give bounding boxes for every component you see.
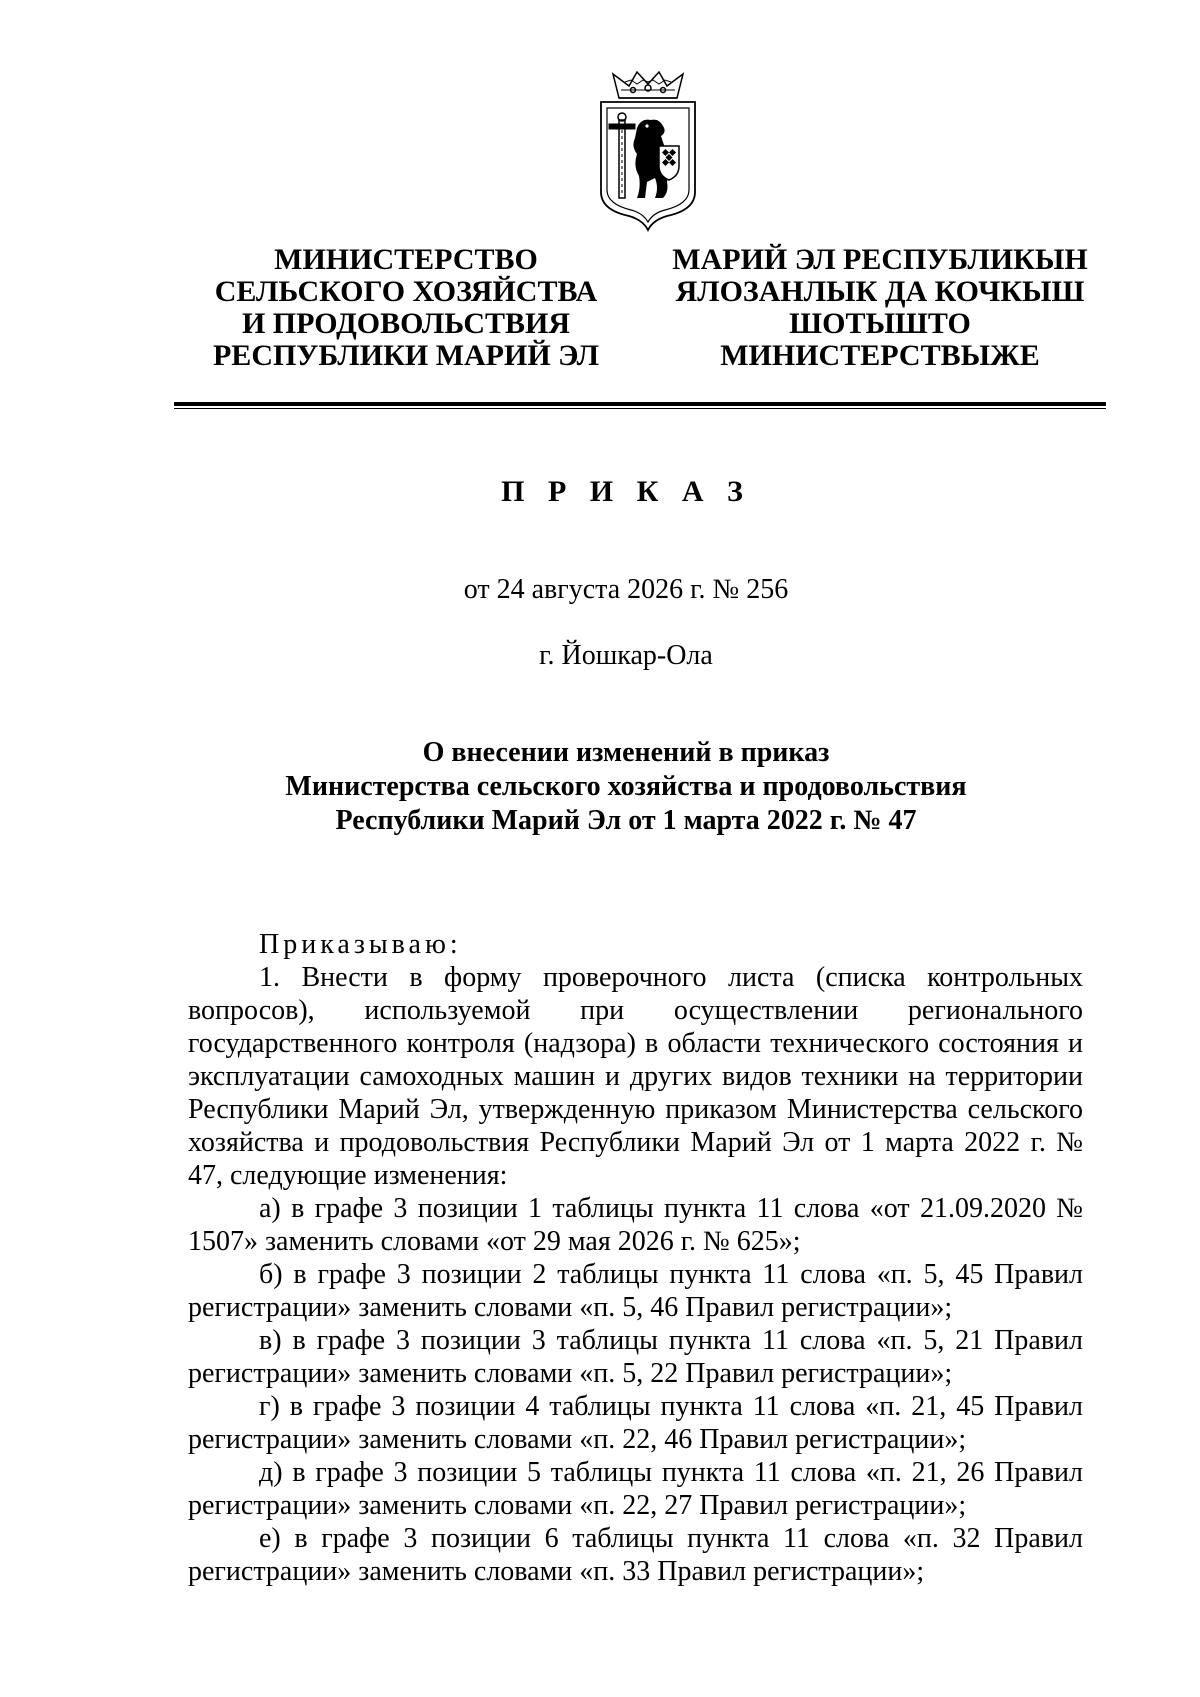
subitem-v-paragraph: в) в графе 3 позиции 3 таблицы пункта 11 слова «п. 5, 21 Правил регистрации» заменить словами «п. 5, 22 Правил регистрации»; <box>188 1325 1083 1389</box>
org-mari-line-4: МИНИСТЕРСТВЫЖЕ <box>720 339 1040 372</box>
title-line-2: Министерства сельского хозяйства и продовольствия <box>285 771 967 802</box>
org-ru-line-2: СЕЛЬСКОГО ХОЗЯЙСТВА <box>214 275 598 308</box>
org-name-mari <box>670 244 1090 372</box>
org-mari-line-2: ЯЛОЗАНЛЫК ДА КОЧКЫШ <box>675 275 1085 308</box>
org-ru-line-1: МИНИСТЕРСТВО <box>274 243 538 276</box>
item-1-paragraph: 1. Внести в форму проверочного листа (списка контрольных вопросов), используемой при осуществлении регионального государственного контроля (надзора) в области технического состояния и эксплуатации самоходных машин и других видов техники на территории Республики Марий Эл, утвержденную приказом Министерства сельского хозяйства и продовольствия Республики Марий Эл от 1 марта 2022 г. № 47, следующие изменения: <box>188 962 1083 1191</box>
document-date-number: от 24 августа 2026 г. № 256 <box>463 574 789 605</box>
org-ru-line-3: И ПРОДОВОЛЬСТВИЯ <box>241 307 571 340</box>
header-divider-thin <box>174 408 1106 409</box>
org-ru-line-4: РЕСПУБЛИКИ МАРИЙ ЭЛ <box>212 339 599 372</box>
org-name-russian <box>196 244 616 372</box>
org-mari-line-3: ШОТЫШТО <box>789 307 971 340</box>
title-line-1: О внесении изменений в приказ <box>422 737 830 768</box>
document-city: г. Йошкар-Ола <box>539 640 713 671</box>
document-type: П Р И К А З <box>501 475 751 508</box>
coat-of-arms-icon <box>597 70 699 232</box>
subitem-g-paragraph: г) в графе 3 позиции 4 таблицы пункта 11 слова «п. 21, 45 Правил регистрации» заменить словами «п. 22, 46 Правил регистрации»; <box>188 1391 1083 1455</box>
subitem-b-paragraph: б) в графе 3 позиции 2 таблицы пункта 11 слова «п. 5, 45 Правил регистрации» заменить словами «п. 5, 46 Правил регистрации»; <box>188 1259 1083 1323</box>
header-divider-thick <box>174 402 1106 406</box>
subitem-e-paragraph: е) в графе 3 позиции 6 таблицы пункта 11 слова «п. 32 Правил регистрации» заменить словами «п. 33 Правил регистрации»; <box>188 1523 1083 1587</box>
org-mari-line-1: МАРИЙ ЭЛ РЕСПУБЛИКЫН <box>672 243 1088 276</box>
subitem-d-paragraph: д) в графе 3 позиции 5 таблицы пункта 11 слова «п. 21, 26 Правил регистрации» заменить словами «п. 22, 27 Правил регистрации»; <box>188 1457 1083 1521</box>
title-line-3: Республики Марий Эл от 1 марта 2022 г. № 47 <box>335 805 917 836</box>
subitem-a-paragraph: а) в графе 3 позиции 1 таблицы пункта 11 слова «от 21.09.2020 № 1507» заменить словами «от 29 мая 2026 г. № 625»; <box>188 1193 1083 1257</box>
orders-paragraph: Приказываю: <box>259 929 462 960</box>
document-title <box>0 736 1200 838</box>
document-body <box>188 928 1083 1588</box>
